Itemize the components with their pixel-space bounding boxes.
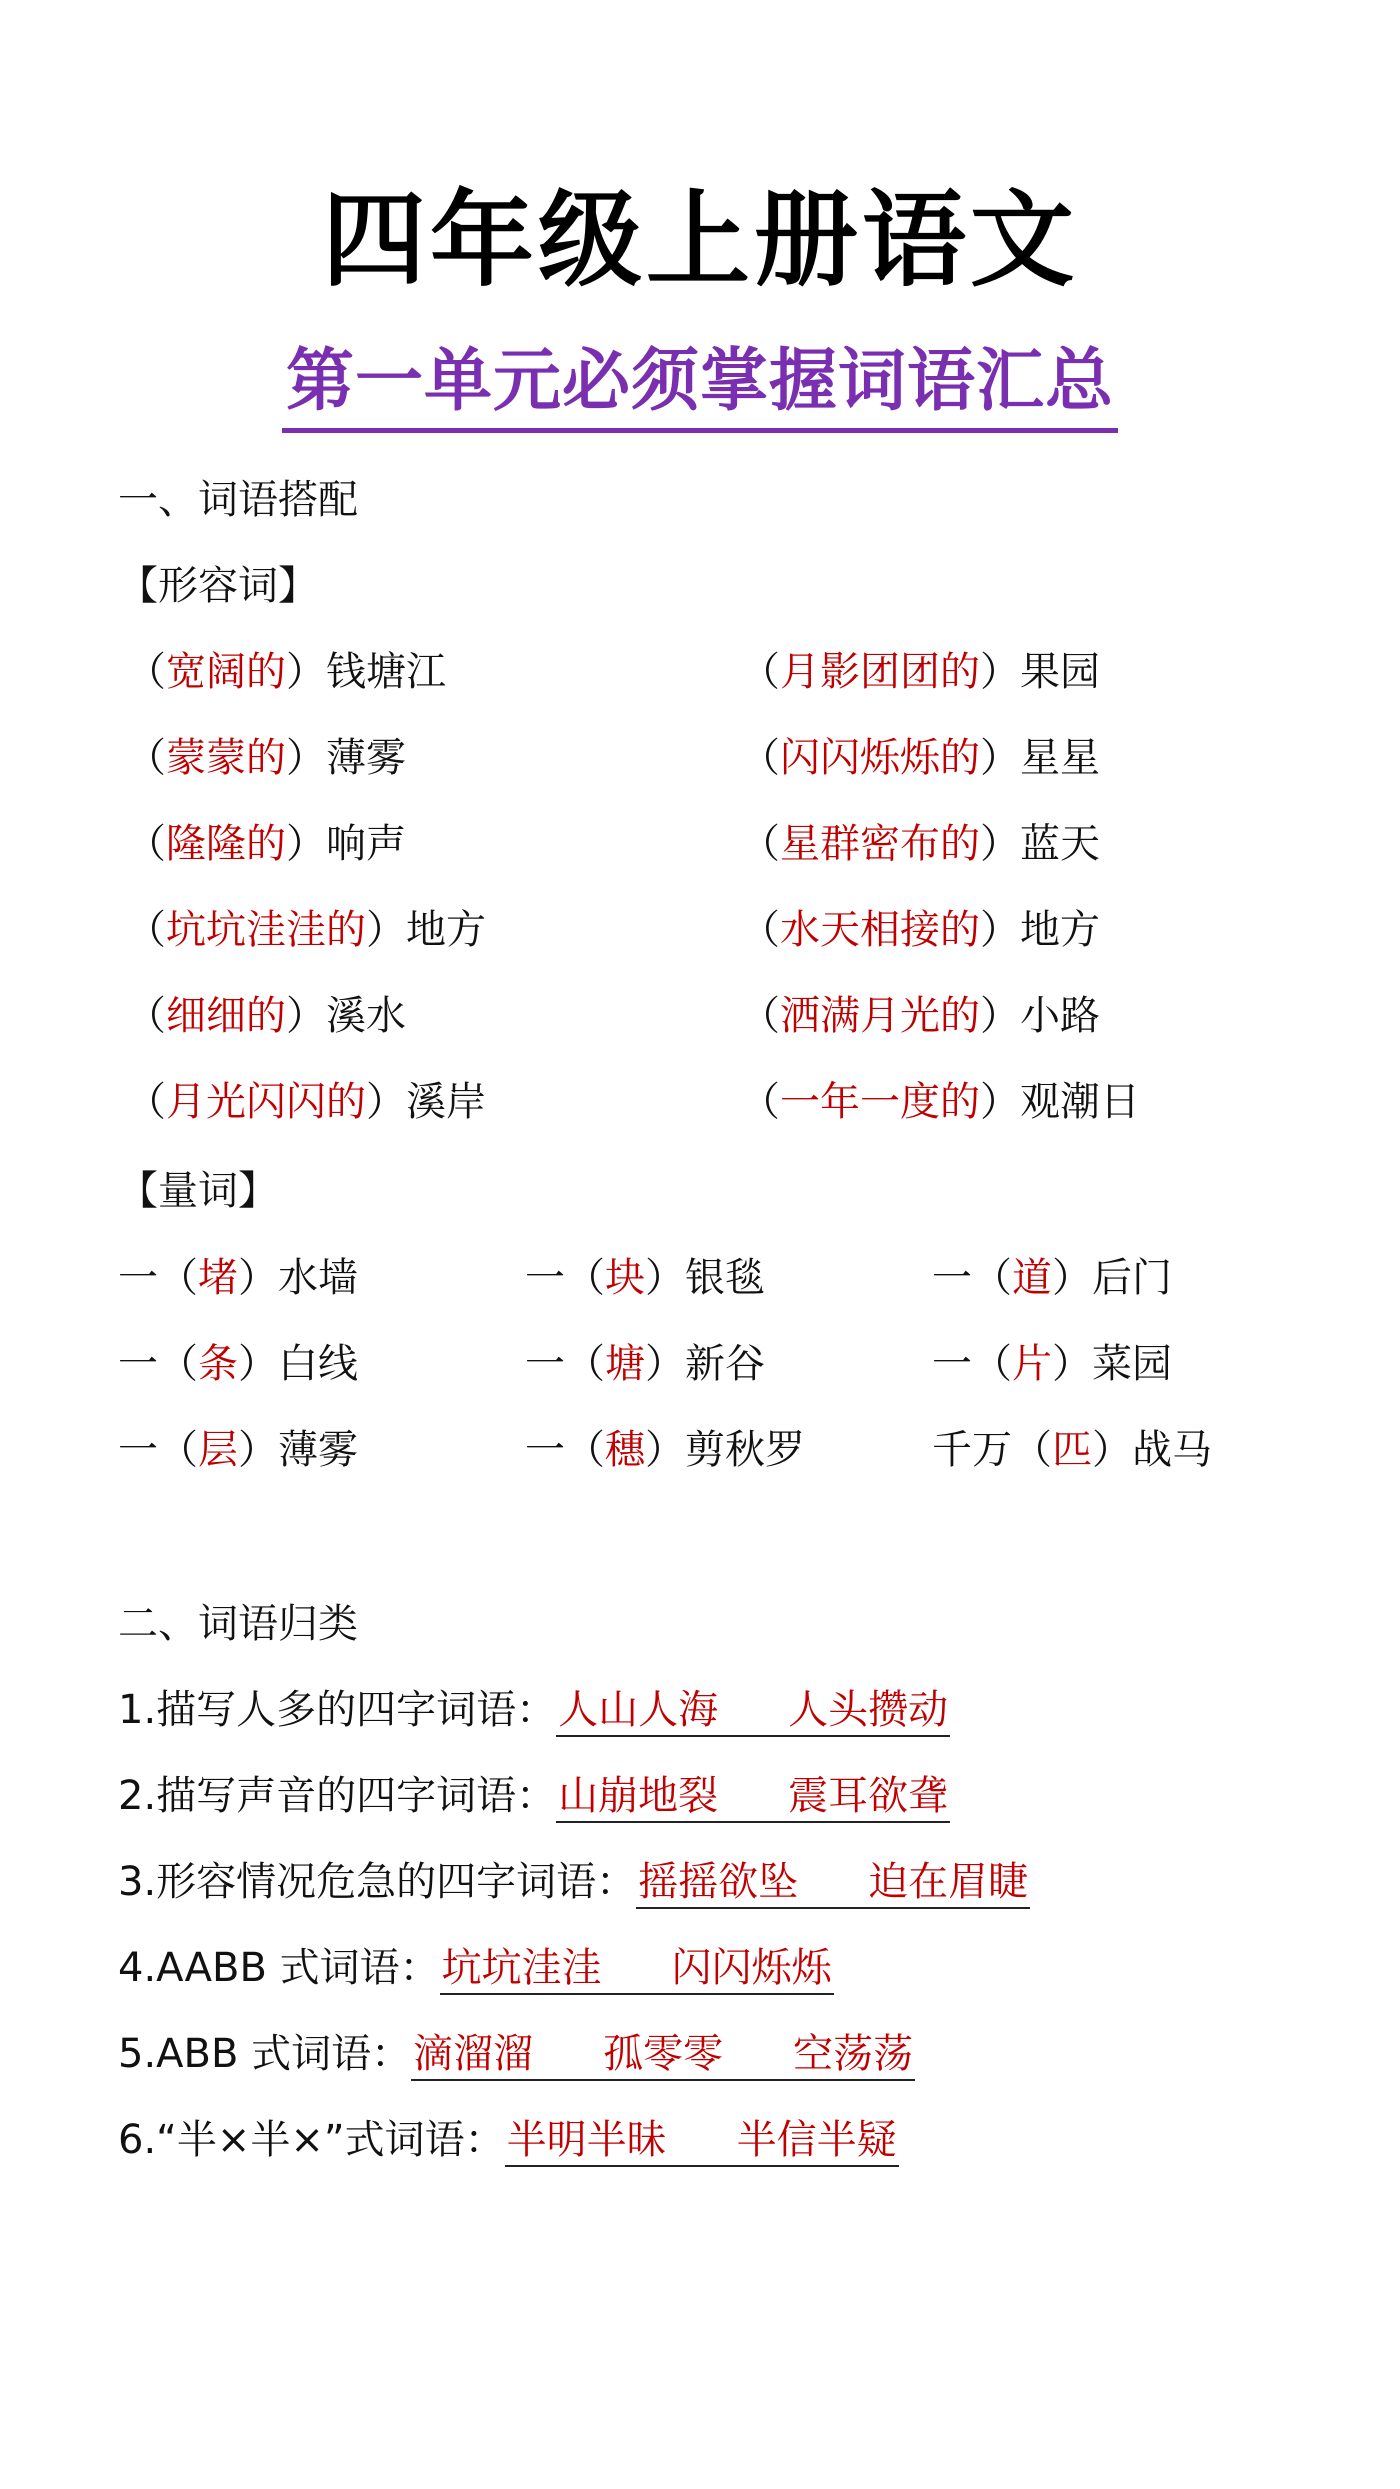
adjective-answer: 细细的 xyxy=(166,993,286,1039)
close-paren: ） xyxy=(238,1255,278,1301)
measure-answer: 片 xyxy=(1012,1341,1052,1387)
measure-prefix: 一 xyxy=(525,1427,565,1473)
adjective-answer: 蒙蒙的 xyxy=(166,735,286,781)
close-paren: ） xyxy=(980,993,1020,1039)
measure-answer: 块 xyxy=(605,1255,645,1301)
adjective-noun: 地方 xyxy=(406,907,486,953)
adjective-noun: 星星 xyxy=(1020,735,1100,781)
classification-answer: 孤零零 xyxy=(603,2031,724,2077)
adjective-noun: 小路 xyxy=(1020,993,1100,1039)
measure-prefix: 千万 xyxy=(932,1427,1012,1473)
classification-answer: 摇摇欲坠 xyxy=(638,1859,799,1905)
close-paren: ） xyxy=(366,1079,406,1125)
adjective-pair xyxy=(126,730,406,786)
measure-word-item xyxy=(932,1336,1172,1392)
open-paren: （ xyxy=(158,1427,198,1473)
measure-word-item xyxy=(118,1422,358,1478)
classification-answers xyxy=(636,1859,1030,1909)
measure-prefix: 一 xyxy=(118,1341,158,1387)
measure-word-item xyxy=(118,1250,358,1306)
adjective-pair xyxy=(740,988,1100,1044)
adjective-noun: 观潮日 xyxy=(1020,1079,1140,1125)
open-paren: （ xyxy=(1012,1427,1052,1473)
classification-answer: 人头攒动 xyxy=(788,1687,949,1733)
measure-answer: 层 xyxy=(198,1427,238,1473)
adjective-answer: 闪闪烁烁的 xyxy=(780,735,980,781)
classification-label: 3.形容情况危急的四字词语： xyxy=(118,1859,637,1905)
adjective-pair xyxy=(740,902,1100,958)
subtitle-wrap xyxy=(0,340,1400,433)
classification-answer: 山崩地裂 xyxy=(558,1773,719,1819)
classification-answer: 人山人海 xyxy=(558,1687,719,1733)
open-paren: （ xyxy=(158,1341,198,1387)
measure-noun: 剪秋罗 xyxy=(685,1427,805,1473)
measure-word-item xyxy=(932,1422,1212,1478)
adjective-answer: 水天相接的 xyxy=(780,907,980,953)
close-paren: ） xyxy=(1052,1341,1092,1387)
open-paren: （ xyxy=(740,649,780,695)
classification-label: 2.描写声音的四字词语： xyxy=(118,1773,557,1819)
adjective-noun: 果园 xyxy=(1020,649,1100,695)
measure-prefix: 一 xyxy=(932,1341,972,1387)
classification-answers xyxy=(556,1687,950,1737)
measure-noun: 白线 xyxy=(278,1341,358,1387)
classification-item xyxy=(118,1768,950,1824)
classification-answers xyxy=(505,2117,899,2167)
measure-words-heading: 【量词】 xyxy=(118,1168,278,1214)
open-paren: （ xyxy=(565,1427,605,1473)
close-paren: ） xyxy=(286,649,326,695)
measure-answer: 穗 xyxy=(605,1427,645,1473)
measure-prefix: 一 xyxy=(118,1427,158,1473)
classification-answers xyxy=(411,2031,915,2081)
adjective-noun: 钱塘江 xyxy=(326,649,446,695)
measure-noun: 银毯 xyxy=(685,1255,765,1301)
open-paren: （ xyxy=(126,735,166,781)
adjective-pair xyxy=(126,988,406,1044)
classification-label: 4.AABB 式词语： xyxy=(118,1945,440,1991)
adjective-pair xyxy=(126,902,486,958)
measure-answer: 条 xyxy=(198,1341,238,1387)
adjective-answer: 隆隆的 xyxy=(166,821,286,867)
close-paren: ） xyxy=(645,1427,685,1473)
measure-noun: 水墙 xyxy=(278,1255,358,1301)
classification-item xyxy=(118,1682,950,1738)
open-paren: （ xyxy=(740,1079,780,1125)
adjective-pair xyxy=(126,644,446,700)
classification-answer: 震耳欲聋 xyxy=(788,1773,949,1819)
classification-answer: 半明半昧 xyxy=(506,2117,667,2163)
open-paren: （ xyxy=(740,993,780,1039)
measure-word-item xyxy=(932,1250,1172,1306)
measure-answer: 堵 xyxy=(198,1255,238,1301)
open-paren: （ xyxy=(126,907,166,953)
close-paren: ） xyxy=(645,1341,685,1387)
classification-label: 1.描写人多的四字词语： xyxy=(118,1687,557,1733)
measure-noun: 薄雾 xyxy=(278,1427,358,1473)
adjective-pair xyxy=(126,1074,486,1130)
adjective-noun: 溪水 xyxy=(326,993,406,1039)
adjective-noun: 溪岸 xyxy=(406,1079,486,1125)
measure-noun: 后门 xyxy=(1092,1255,1172,1301)
classification-label: 5.ABB 式词语： xyxy=(118,2031,412,2077)
open-paren: （ xyxy=(565,1255,605,1301)
open-paren: （ xyxy=(126,1079,166,1125)
adjective-pair xyxy=(740,644,1100,700)
close-paren: ） xyxy=(980,1079,1020,1125)
measure-prefix: 一 xyxy=(525,1255,565,1301)
adjective-pair xyxy=(740,730,1100,786)
measure-prefix: 一 xyxy=(525,1341,565,1387)
open-paren: （ xyxy=(126,649,166,695)
classification-item xyxy=(118,2112,899,2168)
classification-answers xyxy=(556,1773,950,1823)
close-paren: ） xyxy=(286,821,326,867)
open-paren: （ xyxy=(972,1341,1012,1387)
adjective-noun: 薄雾 xyxy=(326,735,406,781)
close-paren: ） xyxy=(980,821,1020,867)
section1-heading: 一、词语搭配 xyxy=(118,477,358,523)
close-paren: ） xyxy=(286,735,326,781)
adjective-answer: 坑坑洼洼的 xyxy=(166,907,366,953)
section2-heading: 二、词语归类 xyxy=(118,1601,358,1647)
open-paren: （ xyxy=(126,821,166,867)
adjective-answer: 月影团团的 xyxy=(780,649,980,695)
classification-answer: 半信半疑 xyxy=(736,2117,897,2163)
classification-answer: 空荡荡 xyxy=(793,2031,914,2077)
measure-prefix: 一 xyxy=(932,1255,972,1301)
measure-answer: 匹 xyxy=(1052,1427,1092,1473)
adjective-noun: 蓝天 xyxy=(1020,821,1100,867)
close-paren: ） xyxy=(238,1427,278,1473)
open-paren: （ xyxy=(740,821,780,867)
open-paren: （ xyxy=(565,1341,605,1387)
measure-word-item xyxy=(118,1336,358,1392)
open-paren: （ xyxy=(158,1255,198,1301)
measure-noun: 菜园 xyxy=(1092,1341,1172,1387)
measure-word-item xyxy=(525,1422,805,1478)
measure-word-item xyxy=(525,1336,765,1392)
classification-answer: 坑坑洼洼 xyxy=(441,1945,602,1991)
close-paren: ） xyxy=(980,735,1020,781)
adjective-pair xyxy=(740,816,1100,872)
measure-answer: 道 xyxy=(1012,1255,1052,1301)
classification-answer: 滴溜溜 xyxy=(413,2031,534,2077)
close-paren: ） xyxy=(286,993,326,1039)
measure-prefix: 一 xyxy=(118,1255,158,1301)
adjective-noun: 响声 xyxy=(326,821,406,867)
classification-answer: 迫在眉睫 xyxy=(868,1859,1029,1905)
adjective-noun: 地方 xyxy=(1020,907,1100,953)
classification-label: 6.“半×半×”式词语： xyxy=(118,2117,505,2163)
classification-answers xyxy=(440,1945,834,1995)
measure-word-item xyxy=(525,1250,765,1306)
page-subtitle: 第一单元必须掌握词语汇总 xyxy=(282,340,1118,433)
adjective-answer: 月光闪闪的 xyxy=(166,1079,366,1125)
classification-answer: 闪闪烁烁 xyxy=(671,1945,832,1991)
open-paren: （ xyxy=(740,907,780,953)
adjective-answer: 洒满月光的 xyxy=(780,993,980,1039)
adjective-answer: 星群密布的 xyxy=(780,821,980,867)
open-paren: （ xyxy=(972,1255,1012,1301)
close-paren: ） xyxy=(366,907,406,953)
close-paren: ） xyxy=(645,1255,685,1301)
adjective-answer: 一年一度的 xyxy=(780,1079,980,1125)
measure-noun: 新谷 xyxy=(685,1341,765,1387)
close-paren: ） xyxy=(980,649,1020,695)
adjectives-heading: 【形容词】 xyxy=(118,563,318,609)
close-paren: ） xyxy=(1092,1427,1132,1473)
page-title: 四年级上册语文 xyxy=(321,179,1078,301)
classification-item xyxy=(118,1940,834,1996)
close-paren: ） xyxy=(1052,1255,1092,1301)
open-paren: （ xyxy=(740,735,780,781)
close-paren: ） xyxy=(238,1341,278,1387)
classification-item xyxy=(118,1854,1030,1910)
measure-answer: 塘 xyxy=(605,1341,645,1387)
open-paren: （ xyxy=(126,993,166,1039)
measure-noun: 战马 xyxy=(1132,1427,1212,1473)
adjective-pair xyxy=(126,816,406,872)
adjective-answer: 宽阔的 xyxy=(166,649,286,695)
adjective-pair xyxy=(740,1074,1140,1130)
classification-item xyxy=(118,2026,915,2082)
close-paren: ） xyxy=(980,907,1020,953)
